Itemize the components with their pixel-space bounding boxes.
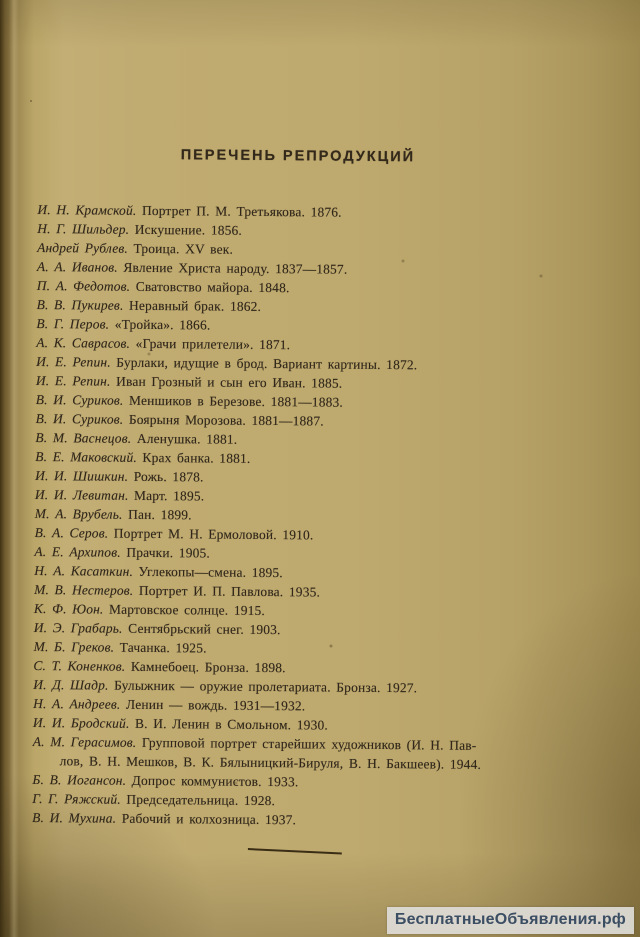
page-gutter-highlight [9,0,19,937]
work-title: «Тройка». 1866. [109,316,211,333]
artist-name: И. Д. Шадр. [33,676,109,693]
watermark-badge [387,907,634,934]
artist-name: И. И. Шишкин. [35,467,129,484]
artist-name: П. А. Федотов. [36,277,131,294]
artist-name: С. Т. Коненков. [33,657,126,674]
artist-name: И. Э. Грабарь. [33,619,123,636]
work-title: Мартовское солнце. 1915. [103,601,266,618]
artist-name: И. И. Левитан. [34,486,129,503]
artist-name: М. А. Врубель. [34,505,123,522]
work-title: Аленушка. 1881. [131,430,238,447]
artist-name: К. Ф. Юон. [33,600,104,617]
artist-name: Андрей Рублев. [37,239,129,256]
work-title: Ленин — вождь. 1931—1932. [120,696,306,714]
work-title: «Грачи прилетели». 1871. [130,335,291,353]
work-title: Портрет И. П. Павлова. 1935. [133,582,321,600]
artist-name: В. Е. Маковский. [35,448,137,465]
work-title: В. И. Ленин в Смольном. 1930. [129,715,329,733]
work-title: Сентябрьский снег. 1903. [122,620,281,638]
work-title: Иван Грозный и сын его Иван. 1885. [110,373,343,391]
artist-name: И. Н. Крамской. [37,201,137,218]
artist-name: В. И. Суриков. [35,410,124,427]
work-title: Председательница. 1928. [120,791,276,809]
artist-name: И. Е. Репин. [35,372,111,389]
artist-name: Н. Г. Шильдер. [37,220,130,237]
list-item [32,808,576,832]
artist-name: А. К. Саврасов. [36,334,131,351]
work-title: Троица. XV век. [127,240,234,257]
page-content [32,146,582,855]
work-title: Неравный брак. 1862. [123,297,262,314]
work-title: Бурлаки, идущие в брод. Вариант картины. 1872. [110,354,418,373]
work-title: Углекопы—смена. 1895. [132,563,283,581]
artist-name: Н. А. Касаткин. [34,562,134,579]
work-title: Сватовство майора. 1848. [130,278,290,296]
page-title: ПЕРЕЧЕНЬ РЕПРОДУКЦИЙ [180,147,416,166]
artist-name: А. М. Герасимов. [32,733,137,750]
artist-name: В. А. Серов. [34,524,109,541]
work-title: Рабочий и колхозница. 1937. [116,810,297,828]
artist-name: Б. В. Иогансон. [32,771,127,788]
artist-name: В. И. Мухина. [32,809,117,826]
work-title: Март. 1895. [128,487,205,504]
work-title-continuation: лов, В. Н. Мешков, В. К. Бялыницкий-Бируля, В. Н. Бакшеев). 1944. [59,753,482,772]
work-title: Допрос коммунистов. 1933. [126,772,299,790]
work-title: Групповой портрет старейших художников (И. Н. Пав- [136,734,477,753]
artist-name: И. Е. Репин. [36,353,111,370]
artist-name: Н. А. Андреев. [33,695,121,712]
work-title: Пан. 1899. [122,506,192,523]
artist-name: Г. Г. Ряжский. [32,790,121,807]
work-title: Искушение. 1856. [129,221,243,238]
work-title: Булыжник — оружие пролетариата. Бронза. 1927. [108,677,418,696]
artist-name: М. Б. Греков. [33,638,115,655]
work-title: Тачанка. 1925. [114,639,207,656]
work-title: Рожь. 1878. [128,468,204,485]
work-title: Явление Христа народу. 1837—1857. [117,259,348,277]
watermark-text: БесплатныеОбъявления.рф [394,911,626,928]
work-title: Прачки. 1905. [120,544,211,561]
artist-name: М. В. Нестеров. [34,581,134,598]
list-item [33,732,577,775]
work-title: Крах банка. 1881. [136,449,251,466]
artist-name: В. И. Суриков. [35,391,124,408]
work-title: Боярыня Морозова. 1881—1887. [123,411,324,429]
work-title: Камнебоец. Бронза. 1898. [125,658,286,676]
artist-name: А. А. Иванов. [36,258,118,275]
work-title: Меншиков в Березове. 1881—1883. [123,392,344,410]
artist-name: В. Г. Перов. [36,315,110,332]
work-title: Портрет М. Н. Ермоловой. 1910. [108,525,314,543]
artist-name: В. В. Пукирев. [36,296,124,313]
reproduction-list [32,200,581,832]
artist-name: В. М. Васнецов. [35,429,132,446]
work-title: Портрет П. М. Третьякова. 1876. [136,202,342,220]
artist-name: А. Е. Архипов. [34,543,121,560]
paper-specks [30,100,32,102]
end-divider-rule [248,848,342,854]
artist-name: И. И. Бродский. [32,714,130,731]
